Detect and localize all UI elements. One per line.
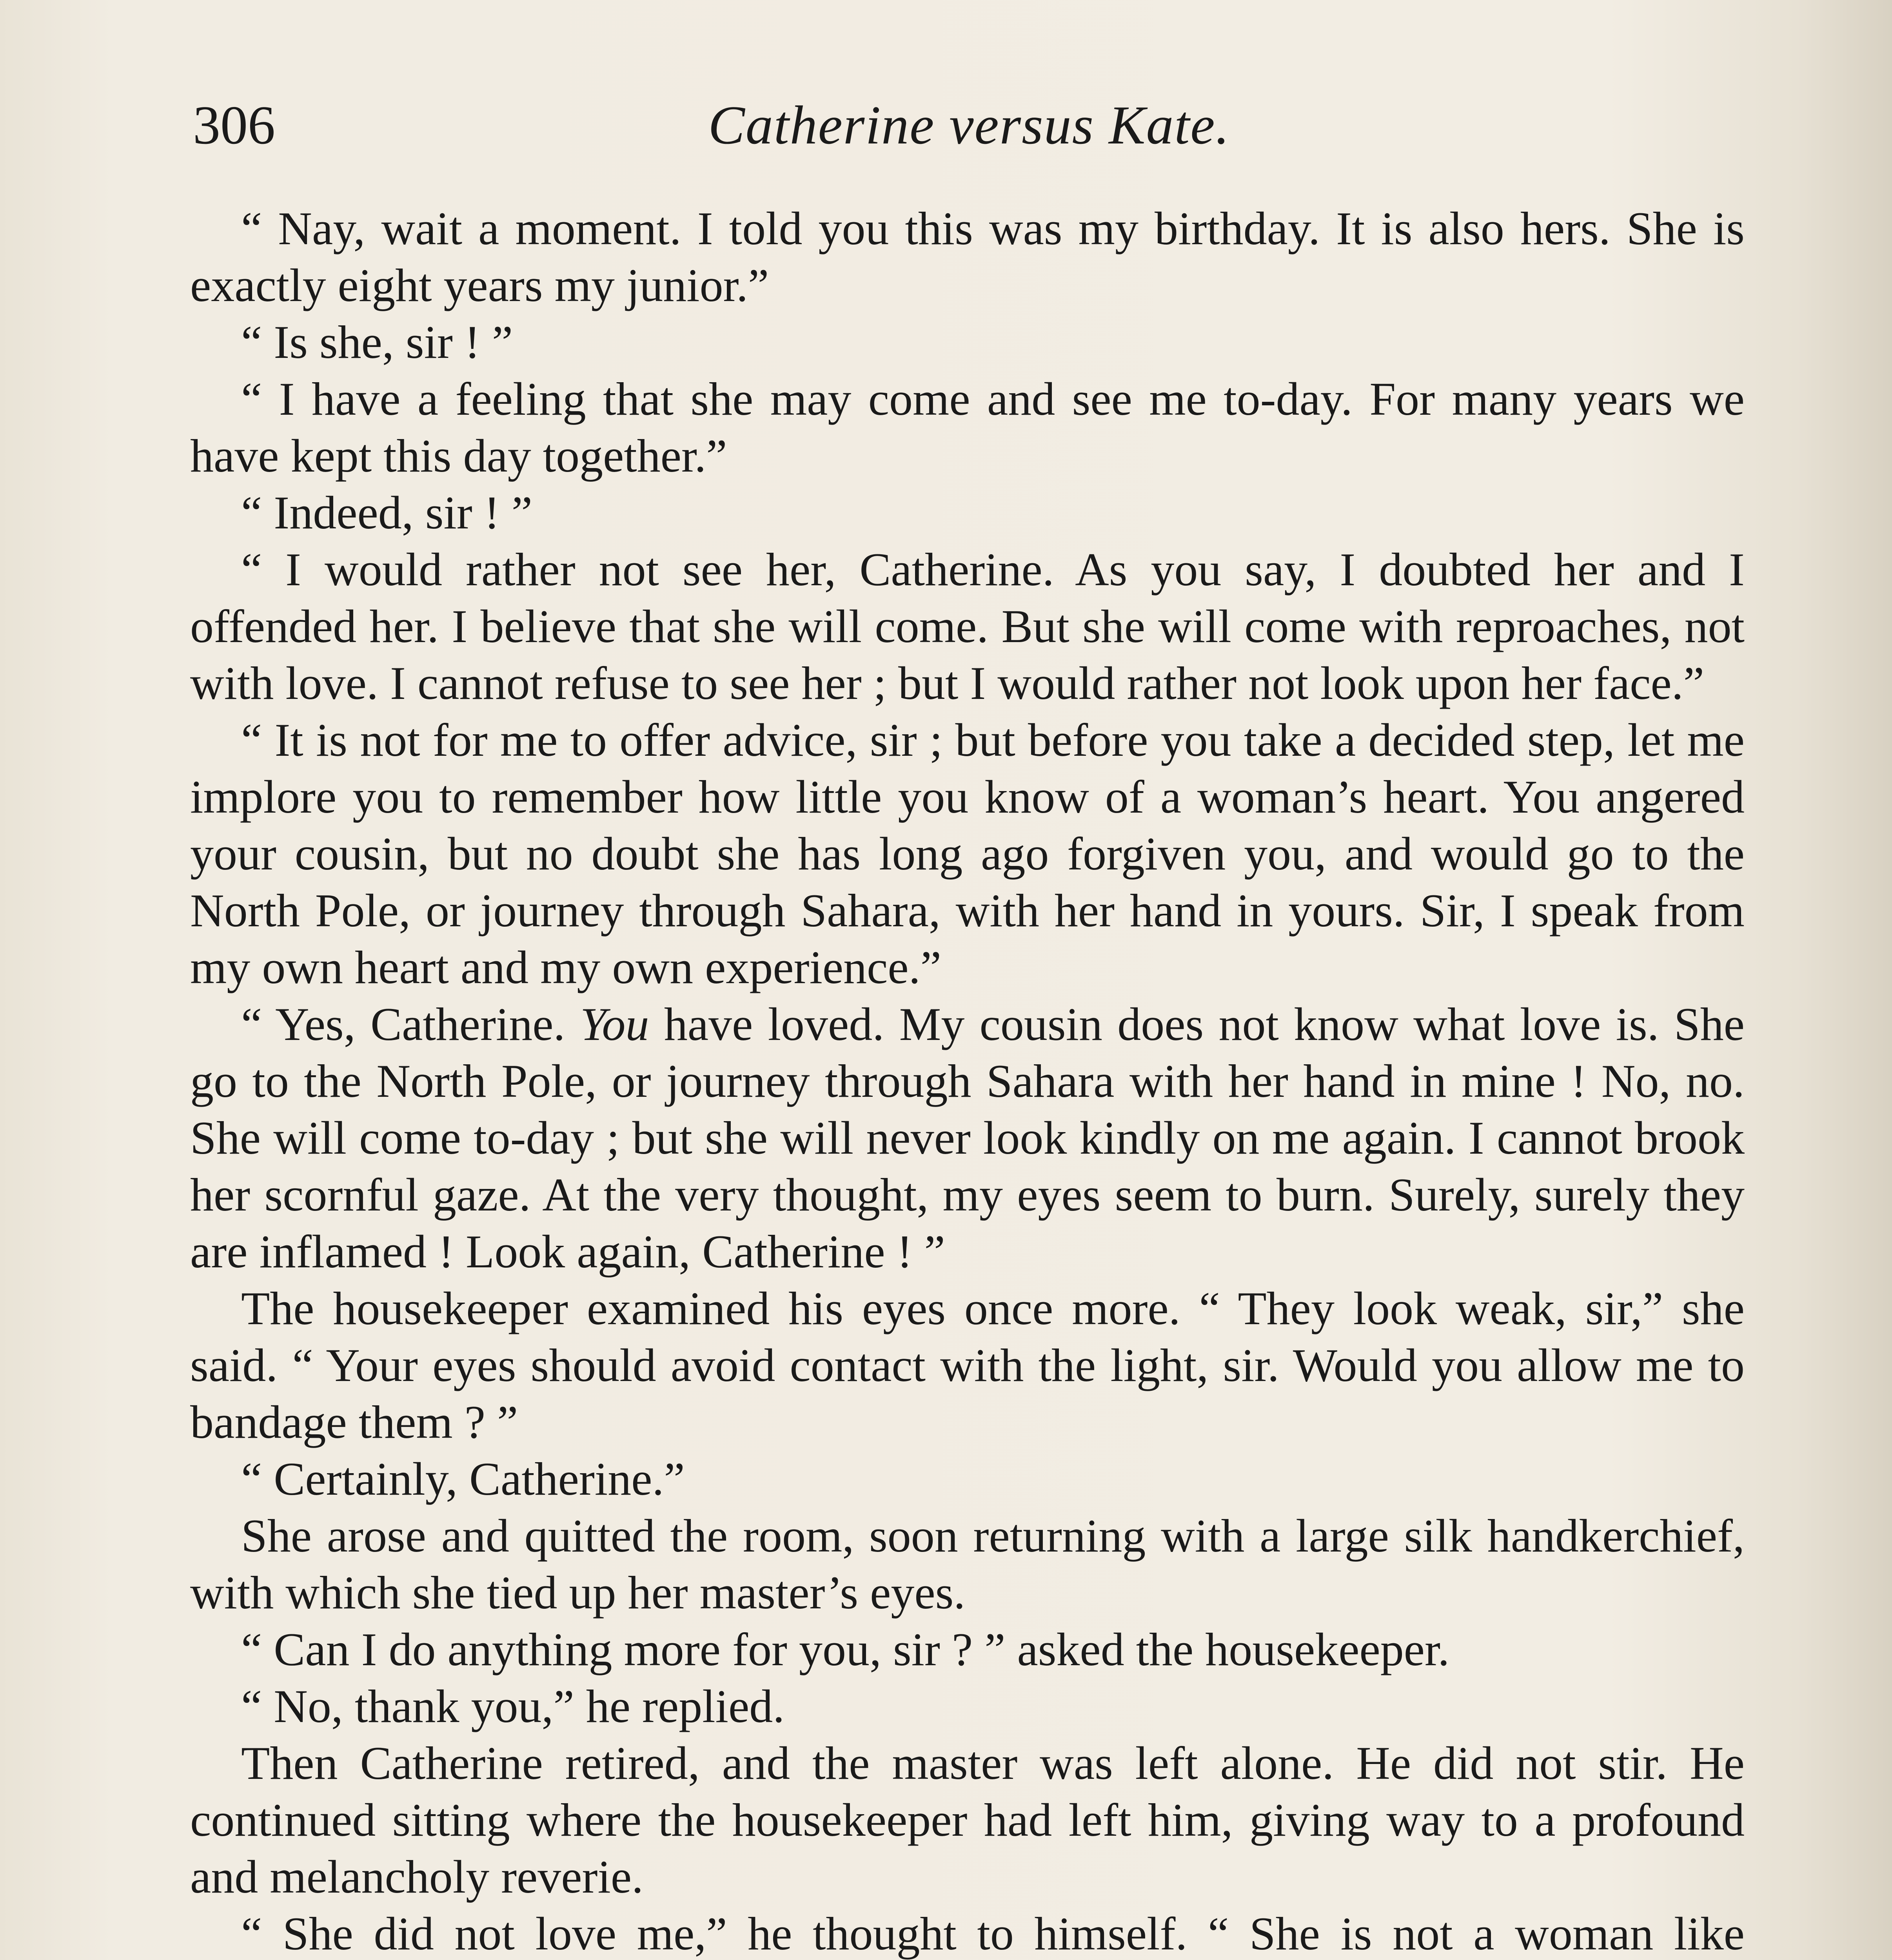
- body-text: [190, 200, 1745, 1960]
- page-header: [193, 90, 1745, 161]
- running-title: Catherine versus Kate.: [708, 95, 1230, 156]
- paragraph: “ It is not for me to offer advice, sir ; but before you take a decided step, let me implore you to remember how little you know of a woman’s heart. You angered your cousin, but no doubt she has long ago forgiven you, and would go to the North Pole, or journey through Sahara, with her hand in yours. Sir, I speak from my own heart and my own experience.”: [190, 714, 1745, 993]
- paragraph: Then Catherine retired, and the master was left alone. He did not stir. He continued sitting where the housekeeper had left him, giving way to a profound and melancholy reverie.: [190, 1737, 1745, 1903]
- paragraph: “ Certainly, Catherine.”: [241, 1453, 685, 1505]
- paragraph: She arose and quitted the room, soon returning with a large silk handkerchief, with which she tied up her master’s eyes.: [190, 1510, 1745, 1619]
- paragraph: “ Indeed, sir ! ”: [241, 486, 532, 539]
- paragraph: “ I would rather not see her, Catherine. As you say, I doubted her and I offended her. I believe that she will come. But she will come with reproaches, not with love. I cannot refuse to see her ; but I would rather not look upon her face.”: [190, 543, 1745, 709]
- paragraph: “ Nay, wait a moment. I told you this was my birthday. It is also hers. She is exactly eight years my junior.”: [190, 202, 1745, 311]
- emphasis: You: [580, 998, 649, 1050]
- paragraph: “ Yes, Catherine. You have loved. My cousin does not know what love is. She go to the North Pole, or journey through Sahara with her hand in mine ! No, no. She will come to-day ; but she will never look kindly on me again. I cannot brook her scornful gaze. At the very thought, my eyes seem to burn. Surely, surely they are inflamed ! Look again, Catherine ! ”: [190, 998, 1745, 1278]
- paragraph: “ I have a feeling that she may come and see me to-day. For many years we have kept this day together.”: [190, 373, 1745, 482]
- paragraph: “ Is she, sir ! ”: [241, 316, 513, 368]
- paragraph: “ She did not love me,” he thought to himself. “ She is not a woman like: [241, 1907, 1745, 1960]
- page-number: 306: [193, 95, 275, 156]
- paragraph: “ No, thank you,” he replied.: [241, 1680, 785, 1732]
- paragraph: “ Can I do anything more for you, sir ? ” asked the housekeeper.: [241, 1623, 1450, 1675]
- paragraph: The housekeeper examined his eyes once more. “ They look weak, sir,” she said. “ Your eyes should avoid contact with the light, sir. Would you allow me to bandage them ? ”: [190, 1282, 1745, 1448]
